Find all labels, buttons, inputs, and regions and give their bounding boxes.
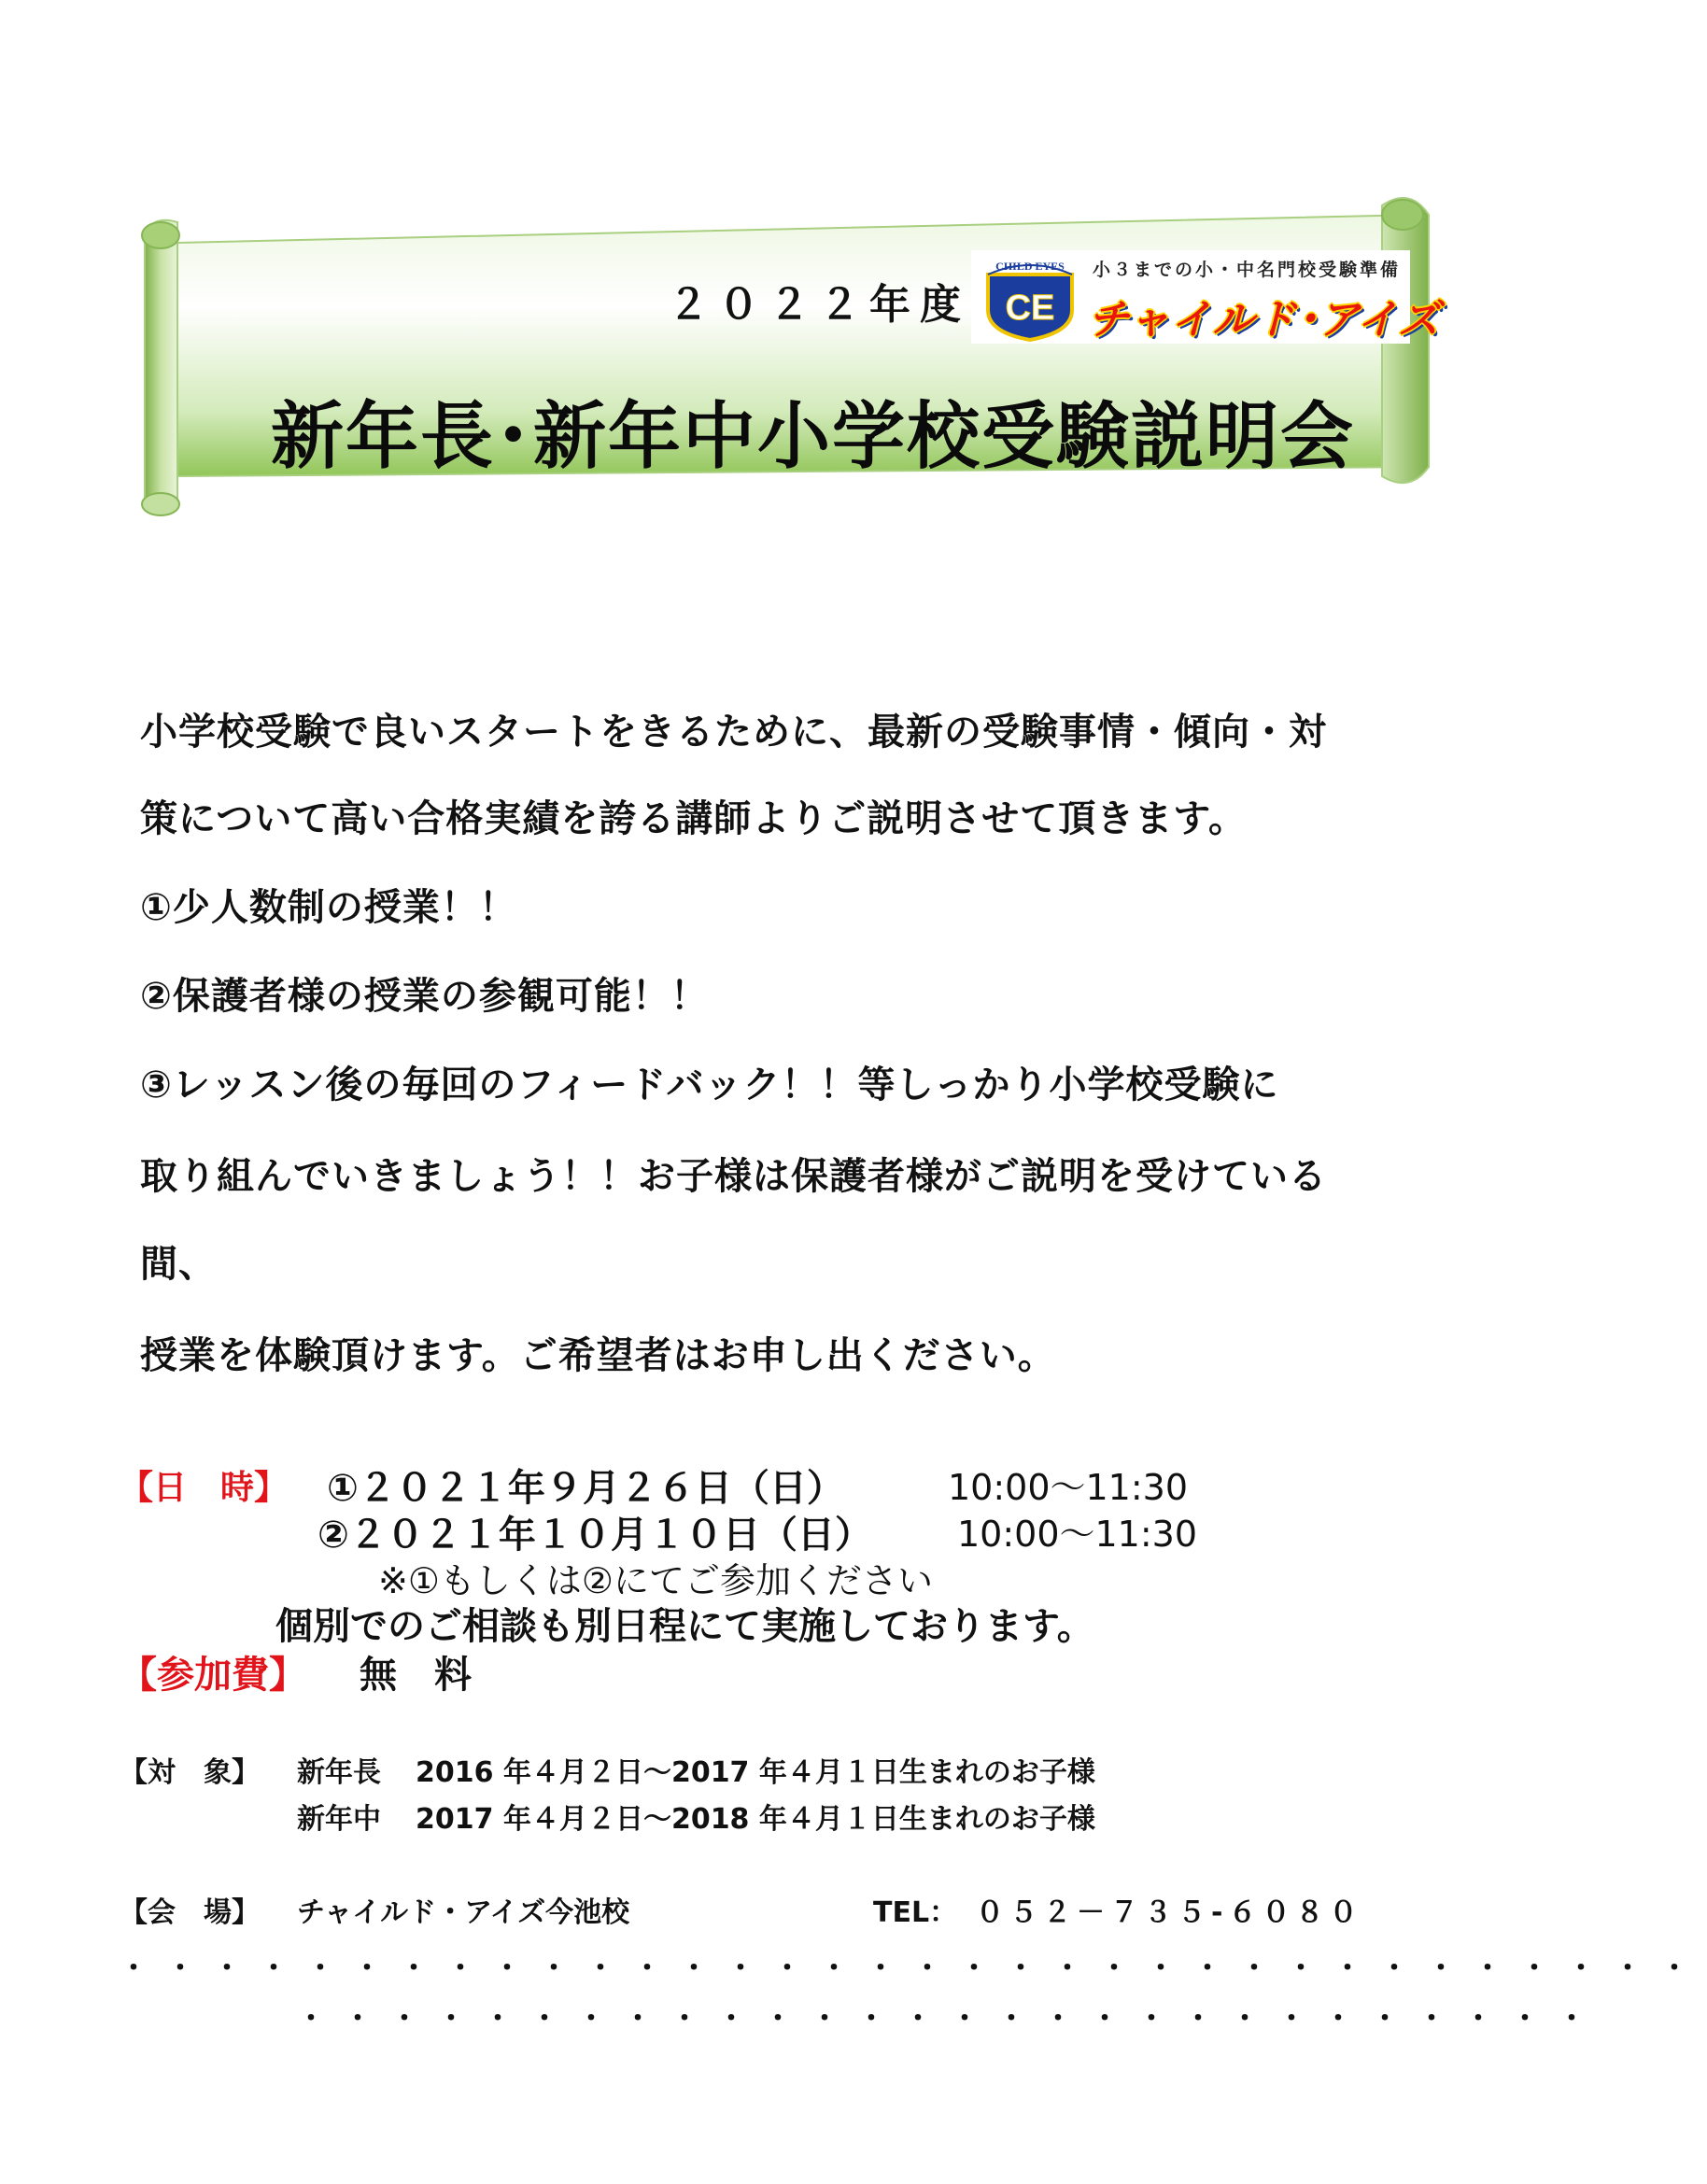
schedule-note: ※①もしくは②にてご参加ください <box>378 1560 933 1601</box>
ce-emblem-icon <box>979 254 1081 342</box>
target-grade-2: 新年中 <box>297 1803 381 1836</box>
target-label: 【対 象】 <box>120 1756 260 1789</box>
intro-line-6: 取り組んでいきましょう！！お子様は保護者様がご説明を受けている <box>140 1155 1327 1198</box>
consultation-note: 個別でのご相談も別日程にて実施しております。 <box>275 1605 1094 1648</box>
feature-3: ③レッスン後の毎回のフィードバック！！等しっかり小学校受験に <box>140 1064 1279 1106</box>
intro-line-1: 小学校受験で良いスタートをきるために、最新の受験事情・傾向・対 <box>140 711 1327 754</box>
fee-label: 【参加費】 <box>120 1654 306 1697</box>
target-range-1: 2016 年４月２日～2017 年４月１日生まれのお子様 <box>416 1756 1095 1789</box>
logo-name: チャイルド･アイズ <box>1088 296 1441 344</box>
tel-label: TEL： <box>873 1896 958 1929</box>
fee-value: 無 料 <box>360 1654 472 1697</box>
ce-mark-text: CE <box>1005 289 1055 328</box>
venue-label: 【会 場】 <box>120 1896 260 1929</box>
feature-1: ①少人数制の授業！！ <box>140 886 517 929</box>
ce-arc-text: CHILD EYES <box>995 260 1065 273</box>
logo-tagline: 小３までの小・中名門校受験準備 <box>1093 260 1402 280</box>
page-title: 新年長･新年中小学校受験説明会 <box>271 395 1356 479</box>
target-grade-1: 新年長 <box>297 1756 381 1789</box>
feature-2: ②保護者様の授業の参観可能！！ <box>140 975 709 1018</box>
year-label: ２０２２年度 <box>668 281 970 329</box>
intro-line-8: 授業を体験頂けます。ご希望者はお申し出ください。 <box>140 1334 1056 1377</box>
tel-number: ０５２－７３５-６０８０ <box>976 1896 1363 1929</box>
intro-line-7: 間、 <box>140 1243 217 1286</box>
schedule-time-2: 10:00～11:30 <box>957 1514 1198 1555</box>
schedule-date-1: ①２０２１年９月２６日（日） <box>327 1467 844 1510</box>
schedule-label: 【日 時】 <box>120 1469 289 1507</box>
target-range-2: 2017 年４月２日～2018 年４月１日生まれのお子様 <box>416 1803 1095 1836</box>
intro-line-2: 策について高い合格実績を誇る講師よりご説明させて頂きます。 <box>140 797 1247 840</box>
child-eyes-logo <box>971 250 1441 344</box>
schedule-date-2: ②２０２１年１０月１０日（日） <box>317 1514 872 1557</box>
schedule-time-1: 10:00～11:30 <box>948 1467 1189 1508</box>
venue-name: チャイルド・アイズ今池校 <box>297 1896 630 1929</box>
dotted-line-1: ・・・・・・・・・・・・・・・・・・・・・・・・・・・・・・・・・・ <box>120 1952 1707 1985</box>
dotted-line-2: ・・・・・・・・・・・・・・・・・・・・・・・・・・・・ <box>297 2003 1604 2036</box>
